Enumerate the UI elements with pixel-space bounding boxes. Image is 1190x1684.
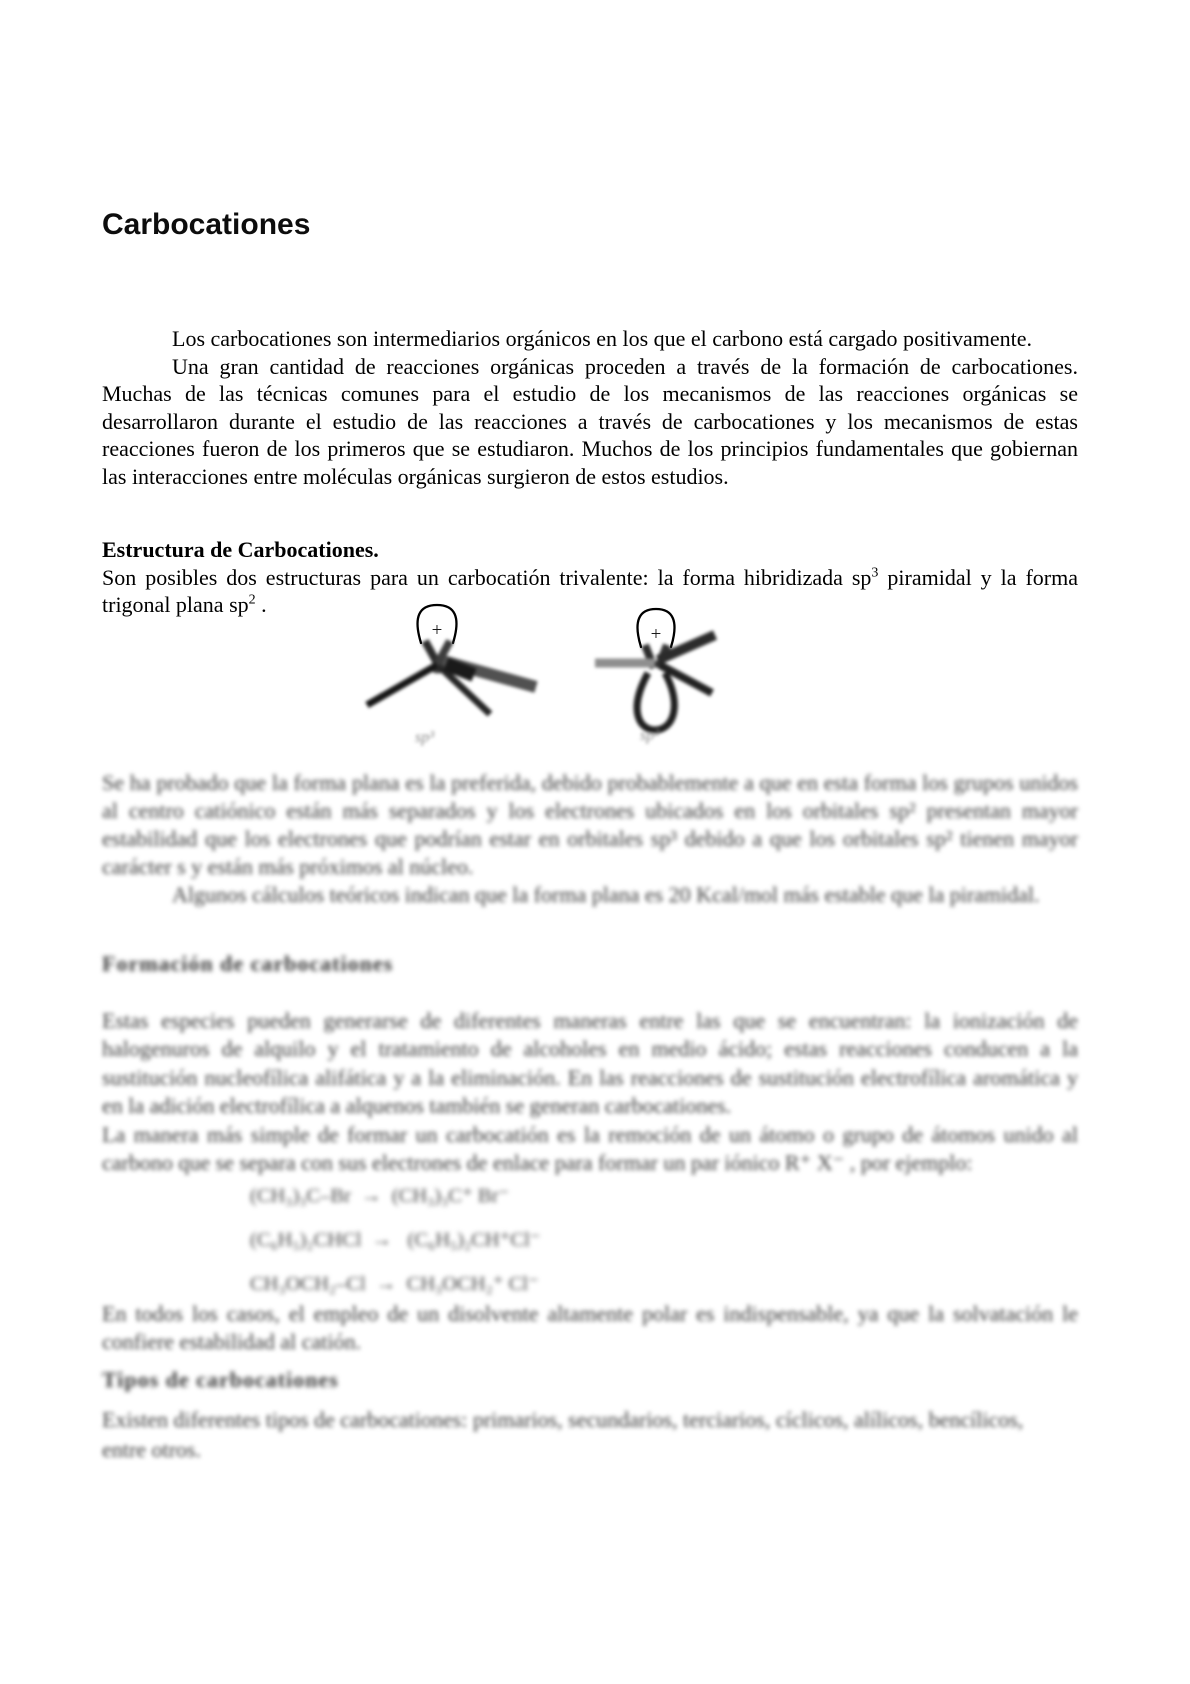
blurred-paragraph: En todos los casos, el empleo de un disolvente altamente polar es indispensable, ya que la solvatación le confiere estabilidad al catión. <box>102 1301 1078 1354</box>
sp3-bonds <box>367 641 536 714</box>
intro-section <box>102 325 1078 491</box>
intro-paragraph-1: Los carbocationes son intermediarios orgánicos en los que el carbono está cargado positivamente. <box>172 326 1032 351</box>
blurred-paragraph: Existen diferentes tipos de carbocationes: primarios, secundarios, terciarios, cíclicos, alílicos, bencílicos, entre otros. <box>102 1407 1024 1462</box>
sp3-diagram-label: sp³ <box>415 729 435 746</box>
equation-2: (C₆H₅)₂CHCl → (C₆H₅)₂CH⁺Cl⁻ <box>250 1229 541 1251</box>
formacion-blurred-text <box>102 1007 1078 1177</box>
sp2-bonds <box>595 635 715 730</box>
bond <box>367 665 437 705</box>
page-title: Carbocationes <box>102 208 311 241</box>
ionization-equations <box>102 1182 1078 1314</box>
estructura-lead-part2: piramidal y la forma trigonal plana sp <box>102 564 1078 618</box>
estructura-lead-part3: . <box>255 592 267 618</box>
sp2-superscript: 2 <box>248 592 256 608</box>
tipos-blurred-text <box>102 1405 1042 1464</box>
estructura-lead-part1: Son posibles dos estructuras para un carbocatión trivalente: la forma hibridizada sp <box>102 564 872 590</box>
sp2-orbital-lobe-bottom <box>637 673 674 730</box>
estructura-blurred-text <box>102 769 1078 909</box>
tipos-heading: Tipos de carbocationes <box>102 1367 339 1392</box>
solvent-blurred-text <box>102 1300 1078 1356</box>
equation-1: (CH₃)₃C–Br → (CH₃)₃C⁺ Br⁻ <box>250 1185 510 1207</box>
blurred-paragraph: Estas especies pueden generarse de diferentes maneras entre las que se encuentran: la ionización de halogenuros de alquilo y el tratamiento de alcoholes en medio ácido; estas reacciones conducen a la sustitución nucleofílica alifática y a la eliminación. En las reacciones de sustitución electrofílica aromática y en la adición electrofílica a alquenos también se generan carbocationes. <box>102 1008 1078 1119</box>
sp3-superscript: 3 <box>871 565 879 581</box>
formacion-heading: Formación de carbocationes <box>102 951 394 976</box>
sp3-plus-charge: + <box>431 620 443 641</box>
sp2-diagram-label: sp² <box>640 727 660 744</box>
equation-3: CH₃OCH₂–Cl → CH₃OCH₂⁺ Cl⁻ <box>250 1273 539 1295</box>
blurred-paragraph: Algunos cálculos teóricos indican que la forma plana es 20 Kcal/mol más estable que la piramidal. <box>172 882 1040 907</box>
sp2-plus-charge: + <box>650 624 662 645</box>
blurred-paragraph: La manera más simple de formar un carbocatión es la remoción de un átomo o grupo de átomos unido al carbono que se separa con sus electrones de enlace para formar un par iónico R⁺ X⁻ , por ejemplo: <box>102 1121 1078 1176</box>
blurred-paragraph: Se ha probado que la forma plana es la preferida, debido probablemente a que en esta forma los grupos unidos al centro catiónico están más separados y los electrones ubicados en los orbitales sp² presentan mayor estabilidad que los electrones que podrían estar en orbitales sp³ debido a que los orbitales sp² tienen mayor carácter s y están más próximos al núcleo. <box>102 770 1078 879</box>
sp3-structure-diagram <box>340 565 560 765</box>
intro-paragraph-2: Una gran cantidad de reacciones orgánicas proceden a través de la formación de carbocationes. Muchas de las técnicas comunes para el estudio de los mecanismos de las reacciones orgánicas se desarrollaron durante el estudio de las reacciones a través de carbocationes y los mecanismos de estas reacciones fueron de los primeros que se estudiaron. Muchos de los principios fundamentales que gobiernan las interacciones entre moléculas orgánicas surgieron de estos estudios. <box>102 353 1078 489</box>
estructura-heading: Estructura de Carbocationes. <box>102 537 379 562</box>
